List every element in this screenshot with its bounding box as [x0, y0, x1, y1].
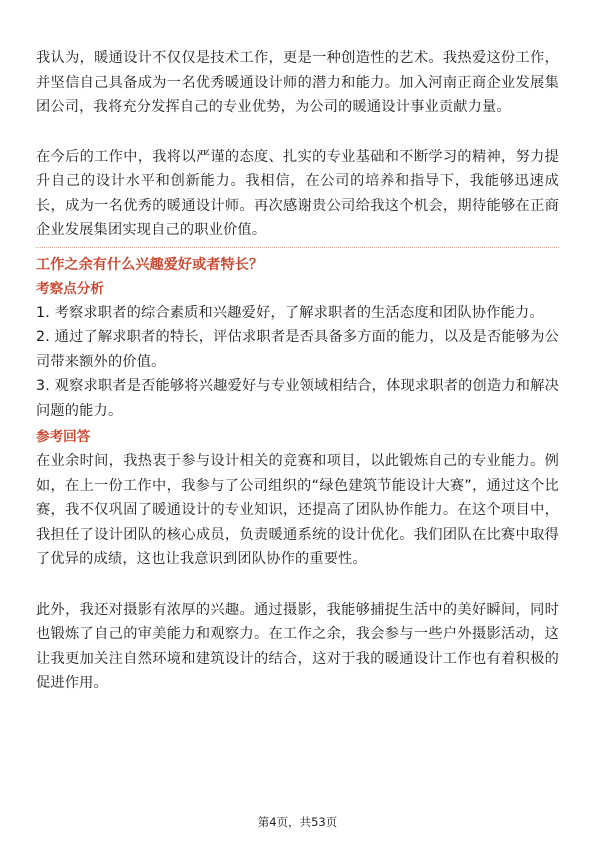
intro-paragraph: 在今后的工作中，我将以严谨的态度、扎实的专业基础和不断学习的精神，努力提升自己的设计水平和创新能力。我相信，在公司的培养和指导下，我能够迅速成长，成为一名优秀的暖通设计师。再次感谢贵公司给我这个机会，期待能够在正商企业发展集团实现自己的职业价值。 [36, 148, 559, 238]
paragraph-gap [36, 572, 559, 598]
intro-paragraph: 我认为，暖通设计不仅仅是技术工作，更是一种创造性的艺术。我热爱这份工作，并坚信自己具备成为一名优秀暖通设计师的潜力和能力。加入河南正商企业发展集团公司，我将充分发挥自己的专业优势，为公司的暖通设计事业贡献力量。 [36, 50, 559, 115]
analysis-item: 3. 观察求职者是否能够将兴趣爱好与专业领域相结合，体现求职者的创造力和解决问题的能力。 [36, 378, 559, 419]
analysis-item: 2. 通过了解求职者的特长，评估求职者是否具备多方面的能力，以及是否能够为公司带来额外的价值。 [36, 329, 559, 370]
analysis-heading: 考察点分析 [36, 280, 104, 297]
answer-paragraph: 此外，我还对摄影有浓厚的兴趣。通过摄影，我能够捕捉生活中的美好瞬间，同时也锻炼了自己的审美能力和观察力。在工作之余，我会参与一些户外摄影活动，这让我更加关注自然环境和建筑设计的结合，这对于我的暖通设计工作也有着积极的促进作用。 [36, 601, 559, 691]
answer-heading: 参考回答 [36, 429, 91, 445]
document-page [36, 46, 559, 696]
section-divider [36, 247, 559, 248]
page-number-footer: 第4页，共53页 [257, 815, 338, 829]
analysis-item: 1. 考察求职者的综合素质和兴趣爱好，了解求职者的生活态度和团队协作能力。 [36, 304, 544, 321]
question-title: 工作之余有什么兴趣爱好或者特长？ [36, 256, 264, 273]
paragraph-gap [36, 120, 559, 145]
answer-paragraph: 在业余时间，我热衷于参与设计相关的竞赛和项目，以此锻炼自己的专业能力。例如，在上一份工作中，我参与了公司组织的“绿色建筑节能设计大赛”，通过这个比赛，我不仅巩固了暖通设计的专业知识，还提高了团队协作能力。在这个项目中，我担任了设计团队的核心成员，负责暖通系统的设计优化。我们团队在比赛中取得了优异的成绩，这也让我意识到团队协作的重要性。 [36, 453, 559, 567]
